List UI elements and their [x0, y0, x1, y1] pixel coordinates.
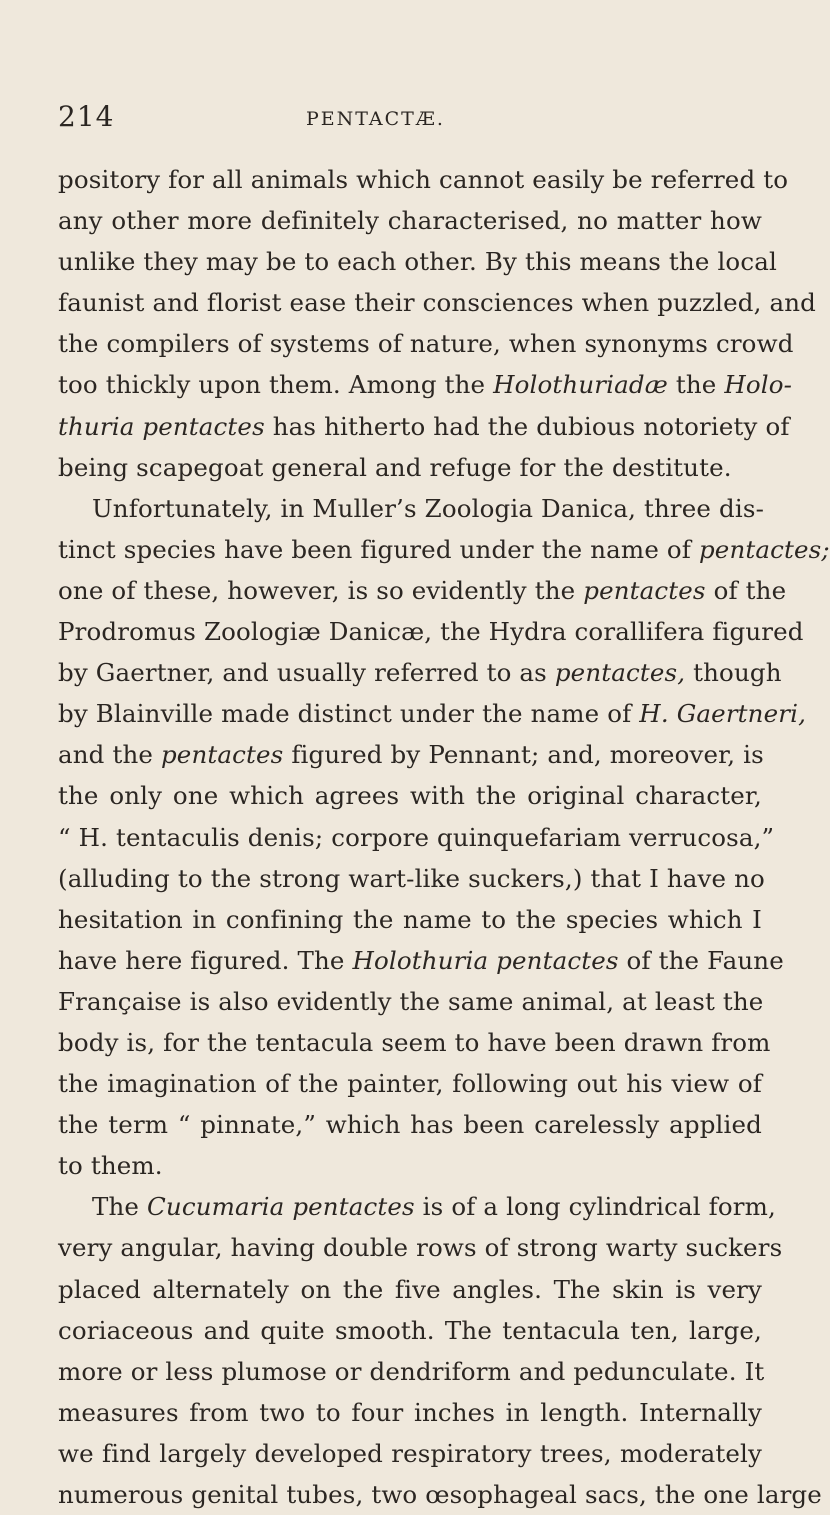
text-line: The Cucumaria pentactes is of a long cylindrical form, — [92, 1192, 776, 1222]
text-line: Unfortunately, in Muller’s Zoologia Danica, three dis- — [92, 493, 764, 523]
text-line: too thickly upon them. Among the Holothuriadæ the Holo- — [58, 370, 793, 400]
page-number: 214 — [58, 100, 115, 133]
italic-taxon: thuria pentactes — [58, 411, 265, 441]
text-line: one of these, however, is so evidently the pentactes of the — [58, 575, 787, 605]
italic-taxon: pentactes — [160, 740, 284, 770]
text-line: the compilers of systems of nature, when synonyms crowd — [58, 329, 794, 359]
text-line: more or less plumose or dendriform and pedunculate. It — [58, 1356, 765, 1386]
text-line: placed alternately on the five angles. The skin is very — [58, 1274, 762, 1304]
text-line: coriaceous and quite smooth. The tentacula ten, large, — [58, 1315, 762, 1345]
text-line: being scapegoat general and refuge for the destitute. — [58, 452, 732, 482]
body-text — [58, 159, 830, 1515]
text-line: thuria pentactes has hitherto had the dubious notoriety of — [58, 411, 790, 441]
text-line: the only one which agrees with the original character, — [58, 781, 762, 811]
italic-taxon: pentactes — [583, 575, 706, 605]
text-line: (alluding to the strong wart-like suckers,) that I have no — [58, 863, 765, 893]
text-line: Française is also evidently the same animal, at least the — [58, 986, 764, 1016]
running-head — [58, 100, 762, 140]
text-line: unlike they may be to each other. By this means the local — [58, 247, 777, 277]
italic-taxon: H. Gaertneri, — [639, 699, 807, 729]
text-line: faunist and florist ease their consciences when puzzled, and — [58, 288, 816, 318]
text-line: measures from two to four inches in length. Internally — [58, 1397, 762, 1427]
text-line: have here figured. The Holothuria pentactes of the Faune — [58, 945, 784, 975]
text-line: Prodromus Zoologiæ Danicæ, the Hydra corallifera figured — [58, 617, 804, 647]
italic-taxon: Cucumaria pentactes — [147, 1192, 415, 1222]
italic-taxon: Holo- — [724, 370, 793, 400]
italic-taxon: pentactes, — [554, 658, 686, 688]
text-line: the term “ pinnate,” which has been carelessly applied — [58, 1110, 762, 1140]
text-line: the imagination of the painter, following out his view of — [58, 1069, 762, 1099]
text-line: hesitation in confining the name to the species which I — [58, 904, 762, 934]
running-title: PENTACTÆ. — [306, 108, 445, 130]
italic-taxon: pentactes; — [698, 534, 830, 564]
italic-taxon: Holothuria pentactes — [352, 945, 619, 975]
text-line: pository for all animals which cannot easily be referred to — [58, 165, 789, 194]
text-line: tinct species have been figured under the name of pentactes; — [58, 534, 830, 564]
text-line: we find largely developed respiratory trees, moderately — [58, 1438, 762, 1468]
italic-taxon: Holothuriadæ — [493, 370, 668, 400]
text-line: by Gaertner, and usually referred to as pentactes, though — [58, 658, 782, 688]
text-line: to them. — [58, 1151, 163, 1181]
text-line: very angular, having double rows of strong warty suckers — [58, 1233, 783, 1263]
text-line: by Blainville made distinct under the name of H. Gaertneri, — [58, 699, 807, 729]
text-line: and the pentactes figured by Pennant; and, moreover, is — [58, 740, 764, 770]
text-line: body is, for the tentacula seem to have been drawn from — [58, 1027, 771, 1057]
text-line: any other more definitely characterised, no matter how — [58, 206, 762, 236]
text-line: numerous genital tubes, two œsophageal sacs, the one large — [58, 1480, 822, 1509]
text-line: “ H. tentaculis denis; corpore quinquefariam verrucosa,” — [58, 822, 775, 852]
